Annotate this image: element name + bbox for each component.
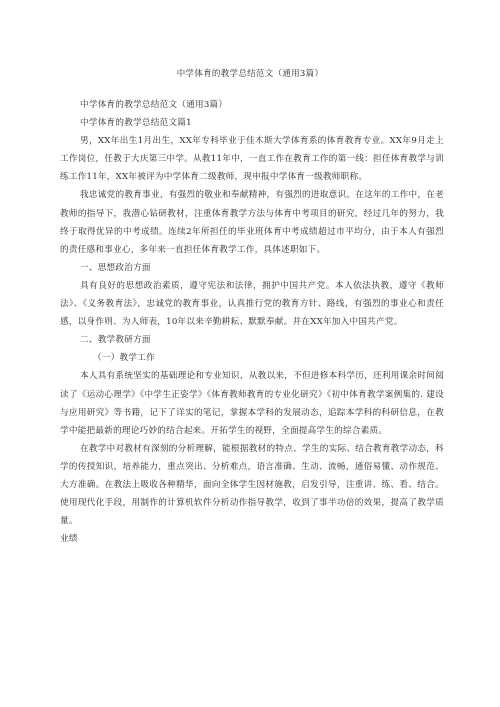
- paragraph-career: 我忠诚党的教育事业，有强烈的敬业和奉献精神，有强烈的进取意识。在这年的工作中，在老教师的指导下，我潜心钻研教材，注重体育教学方法与体育中考项目的研究，经过几年的努力，我终于取得优异的中考成绩。连续2年所担任的毕业班体育中考成绩超过市平均分，由于本人有强烈的责任感和事业心，多年来一直担任体育教学工作，具体述职如下。: [60, 190, 444, 255]
- paragraph-knowledge: 本人具有系统坚实的基础理论和专业知识，从教以来，不但进修本科学历，还利用课余时间阅读了《运动心理学》《中学生正姿学》《体育教师教育的专业化研究》《初中体育教学案例集的. 建设与应用研究》等书籍，记下了详实的笔记，掌握本学科的发展动态，追踪本学科的科研信息，在教学中能把最新的理论巧妙的结合起来。开拓学生的视野，全面提高学生的综合素质。: [60, 371, 444, 436]
- section-heading-politics: 一、思想政治方面: [80, 262, 151, 273]
- paragraph-intro: 男，XX年出生1月出生，XX年专科毕业于佳木斯大学体育系的体育教育专业。XX年9月走上工作岗位，任教于大庆第三中学。从教11年中，一直工作在教育工作的第一线：担任体育教学与训练工作11年，XX年被评为中学体育二级教师，现申报中学体育一级教师职称。: [60, 136, 444, 183]
- subsection-heading-teaching-work: （一）教学工作: [93, 353, 155, 364]
- document-body: [60, 96, 444, 548]
- section-subheading: 中学体育的教学总结范文篇1: [80, 118, 192, 129]
- section-heading-teaching: 二、教学教研方面: [80, 335, 151, 346]
- document-heading: 中学体育的教学总结范文（通用3篇）: [80, 100, 228, 110]
- paragraph-politics: 具有良好的思想政治素质，遵守宪法和法律，拥护中国共产党。本人依法执教，遵守《教师法》、《义务教育法》，忠诚党的教育事业，认真推行党的教育方针、路线，有强烈的事业心和责任感，以身作则、为人师表，10年以来辛勤耕耘、默默奉献。并在XX年加入中国共产党。: [60, 280, 444, 328]
- page-title: 中学体育的教学总结范文（通用3篇）: [176, 69, 324, 79]
- paragraph-methods: 在教学中对教材有深刻的分析理解，能根据教材的特点、学生的实际、结合教育教学动态，科学的传授知识，培养能力，重点突出、分析难点，语言准确、生动、流畅，通俗易懂、动作规范、大方准确。在教法上吸收各种精华，面向全体学生因材施教，启发引导，注重讲、练、看、结合。使用现代化手段，用制作的计算机软件分析动作指导教学，收到了事半功倍的效果，提高了教学质量。: [60, 443, 444, 527]
- section-label-achievements: 业绩: [60, 534, 78, 545]
